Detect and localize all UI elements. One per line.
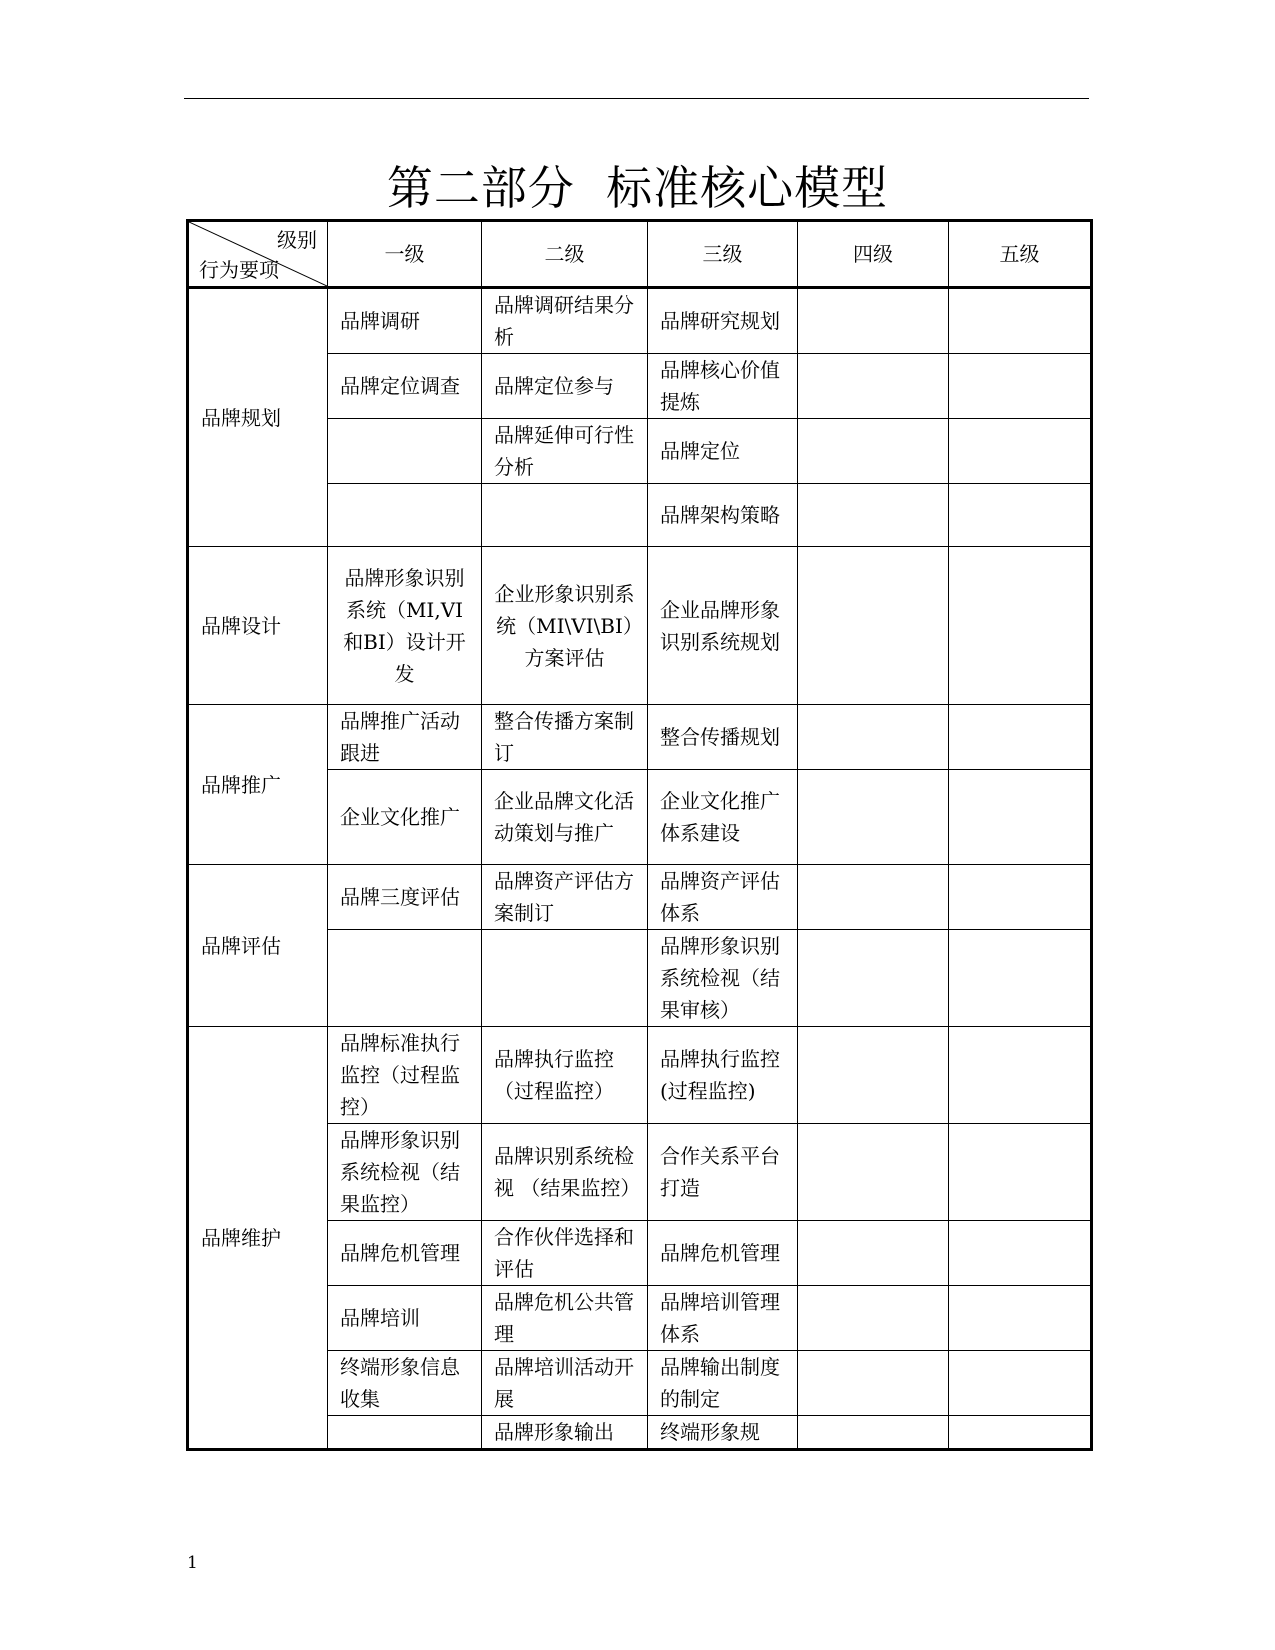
level5-cell [949,1351,1092,1416]
level5-cell [949,1286,1092,1351]
header-level-4: 四级 [798,221,949,288]
level5-cell [949,1221,1092,1286]
corner-level-label: 级别 [277,228,317,252]
level2-cell: 品牌定位参与 [482,354,648,419]
level4-cell [798,354,949,419]
level1-cell: 品牌定位调查 [328,354,482,419]
level1-cell: 品牌形象识别系统（MI,VI和BI）设计开发 [328,547,482,705]
level1-cell: 企业文化推广 [328,770,482,865]
level1-cell [328,1416,482,1450]
level2-cell: 品牌调研结果分析 [482,288,648,354]
level3-cell: 企业文化推广体系建设 [648,770,798,865]
level2-cell: 品牌危机公共管理 [482,1286,648,1351]
table-row [188,865,1092,930]
level1-cell: 品牌推广活动跟进 [328,705,482,770]
corner-behavior-label: 行为要项 [199,258,279,282]
level4-cell [798,1351,949,1416]
category-cell: 品牌规划 [188,288,328,547]
level2-cell: 品牌执行监控（过程监控） [482,1027,648,1124]
level4-cell [798,705,949,770]
level5-cell [949,865,1092,930]
level5-cell [949,484,1092,547]
level5-cell [949,354,1092,419]
level3-cell: 品牌培训管理体系 [648,1286,798,1351]
level4-cell [798,770,949,865]
level2-cell [482,930,648,1027]
level2-cell: 品牌延伸可行性分析 [482,419,648,484]
level1-cell: 品牌标准执行监控（过程监控） [328,1027,482,1124]
level2-cell [482,484,648,547]
corner-header-cell [188,221,328,288]
page-title: 第二部分 标准核心模型 [386,161,889,215]
core-model-table [186,219,1093,1451]
level4-cell [798,930,949,1027]
level1-cell: 终端形象信息收集 [328,1351,482,1416]
level3-cell: 品牌执行监控(过程监控) [648,1027,798,1124]
level5-cell [949,770,1092,865]
level3-cell: 品牌核心价值提炼 [648,354,798,419]
level3-cell: 品牌危机管理 [648,1221,798,1286]
category-cell: 品牌评估 [188,865,328,1027]
level3-cell: 品牌输出制度的制定 [648,1351,798,1416]
page-number: 1 [187,1553,198,1573]
level2-cell: 品牌识别系统检视 （结果监控） [482,1124,648,1221]
level5-cell [949,288,1092,354]
level2-cell: 整合传播方案制订 [482,705,648,770]
level5-cell [949,1124,1092,1221]
level4-cell [798,1416,949,1450]
level5-cell [949,419,1092,484]
level1-cell [328,484,482,547]
level2-cell: 品牌培训活动开展 [482,1351,648,1416]
level4-cell [798,484,949,547]
level5-cell [949,547,1092,705]
level1-cell [328,930,482,1027]
level4-cell [798,1286,949,1351]
level3-cell: 合作关系平台打造 [648,1124,798,1221]
level4-cell [798,865,949,930]
category-cell: 品牌维护 [188,1027,328,1450]
category-cell: 品牌设计 [188,547,328,705]
level3-cell: 品牌形象识别系统检视（结果审核） [648,930,798,1027]
level5-cell [949,930,1092,1027]
level5-cell [949,1027,1092,1124]
table-row [188,1027,1092,1124]
table-row [188,547,1092,705]
level1-cell: 品牌危机管理 [328,1221,482,1286]
level3-cell: 整合传播规划 [648,705,798,770]
level4-cell [798,1221,949,1286]
level3-cell: 终端形象规 [648,1416,798,1450]
header-level-5: 五级 [949,221,1092,288]
level2-cell: 品牌形象输出 [482,1416,648,1450]
level3-cell: 品牌定位 [648,419,798,484]
level3-cell: 企业品牌形象识别系统规划 [648,547,798,705]
level4-cell [798,1027,949,1124]
level1-cell: 品牌调研 [328,288,482,354]
level1-cell: 品牌形象识别系统检视（结果监控） [328,1124,482,1221]
level3-cell: 品牌研究规划 [648,288,798,354]
header-level-2: 二级 [482,221,648,288]
level3-cell: 品牌资产评估体系 [648,865,798,930]
category-cell: 品牌推广 [188,705,328,865]
level5-cell [949,1416,1092,1450]
table-row [188,288,1092,354]
level1-cell: 品牌培训 [328,1286,482,1351]
level4-cell [798,547,949,705]
level2-cell: 合作伙伴选择和评估 [482,1221,648,1286]
level5-cell [949,705,1092,770]
header-rule [184,98,1089,99]
table-row [188,705,1092,770]
level4-cell [798,288,949,354]
level1-cell [328,419,482,484]
level2-cell: 企业形象识别系统（MI\VI\BI）方案评估 [482,547,648,705]
header-level-1: 一级 [328,221,482,288]
level1-cell: 品牌三度评估 [328,865,482,930]
level4-cell [798,1124,949,1221]
level2-cell: 企业品牌文化活动策划与推广 [482,770,648,865]
level4-cell [798,419,949,484]
level2-cell: 品牌资产评估方案制订 [482,865,648,930]
table-header-row [188,221,1092,288]
level3-cell: 品牌架构策略 [648,484,798,547]
header-level-3: 三级 [648,221,798,288]
